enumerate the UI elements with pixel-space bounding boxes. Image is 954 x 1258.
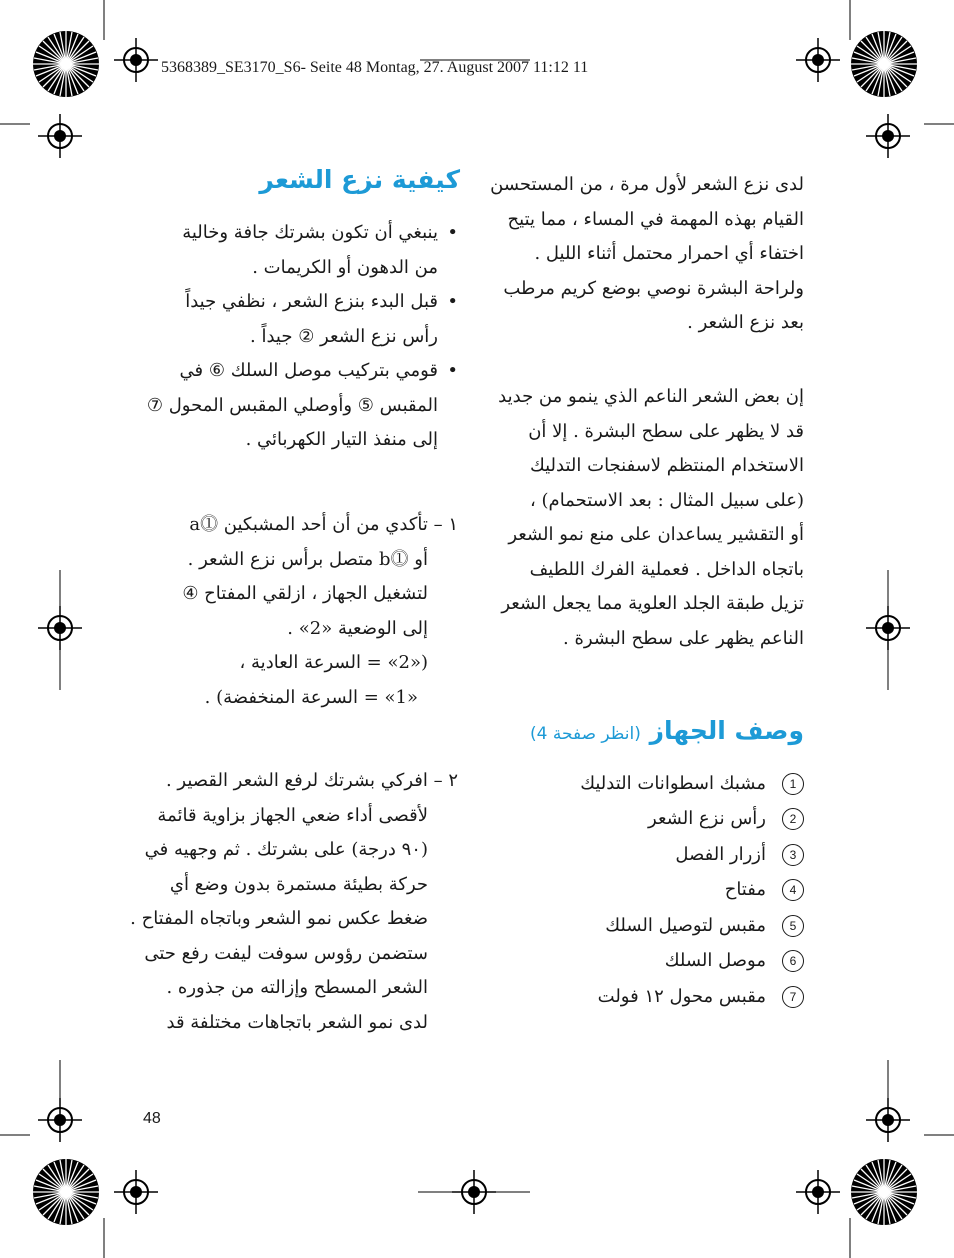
text-line: ١ – تأكدي من أن أحد المشبكين ⓵a (189, 514, 458, 535)
text-line: باتجاه الداخل . فعملية الفرك اللطيف (529, 558, 804, 580)
text-line: (على سبيل المثال : بعد الاستحمام) ، (530, 489, 804, 511)
description-title (530, 716, 804, 745)
text-line: ينبغي أن تكون بشرتك جافة وخالية (182, 222, 438, 243)
text-line: حركة بطيئة مستمرة بدون وضع أي (169, 873, 428, 895)
part-number: 4 (782, 879, 804, 901)
text-line: («2» = السرعة العادية ، (239, 652, 428, 673)
bullet-item (128, 216, 458, 285)
part-label: رأس نزع الشعر (648, 808, 766, 829)
part-number: 6 (782, 950, 804, 972)
list-item (544, 944, 804, 980)
part-label: مشبك اسطوانات التدليك (580, 772, 766, 794)
list-item (544, 802, 804, 838)
part-label: أزرار الفصل (675, 843, 766, 865)
text-line: لتشغيل الجهاز ، ازلقي المفتاح ④ (182, 583, 428, 604)
parts-list (544, 766, 804, 1015)
text-line: ولراحة البشرة نوصي بوضع كريم مرطب (503, 277, 804, 299)
list-item (544, 837, 804, 873)
text-line: لأقصى أداء ضعي الجهاز بزاوية قائمة (157, 804, 428, 826)
print-header: 5368389_SE3170_S6- Seite 48 Montag, 27. August 2007 11:12 11 (161, 59, 589, 76)
part-label: مقبس لتوصيل السلك (605, 914, 766, 936)
text-line: بعد نزع الشعر . (687, 312, 804, 333)
text-line: لدى نزع الشعر لأول مرة ، من المستحسن (490, 174, 804, 195)
text-line: الشعر المسطح وإزالته من جذوره . (166, 977, 428, 998)
part-label: مقبس محول ١٢ فولت (597, 985, 766, 1007)
part-label: مفتاح (724, 879, 766, 900)
text-line: ٢ – افركي بشرتك لرفع الشعر القصير . (165, 770, 458, 791)
text-line: إلى الوضعية «2» . (287, 617, 428, 639)
description-title-text: وصف الجهاز (649, 716, 804, 745)
part-number: 7 (782, 986, 804, 1008)
bullet-dot: • (447, 222, 458, 243)
step-1 (138, 508, 458, 715)
part-number: 1 (782, 773, 804, 795)
text-line: إلى منفذ التيار الكهربائي . (245, 429, 438, 450)
prep-bullets (128, 216, 458, 458)
text-line: تزيل طبقة الجلد العلوية مما يجعل الشعر (501, 593, 804, 614)
text-line: قد لا يظهر على سطح البشرة . إلا أن (528, 420, 804, 442)
text-line: قومي بتركيب موصل السلك ⑥ في (179, 360, 438, 381)
intro-paragraph (484, 168, 804, 341)
page-number: 48 (143, 1110, 161, 1127)
part-label: موصل السلك (664, 950, 766, 971)
text-line: «1» = السرعة المنخفضة) . (204, 686, 418, 708)
part-number: 3 (782, 844, 804, 866)
text-line: لدى نمو الشعر باتجاهات مختلفة قد (166, 1011, 428, 1033)
text-line: (٩٠ درجة) على بشرتك . ثم وجهيه في (144, 839, 428, 860)
text-line: قبل البدء بنزع الشعر ، نظفي جيداً (185, 291, 438, 312)
step-2 (118, 764, 458, 1040)
list-item (544, 908, 804, 944)
text-line: من الدهون أو الكريمات . (252, 256, 438, 278)
text-line: أو التقشير يساعدان على منع نمو الشعر (508, 524, 804, 545)
description-title-ref: (انظر صفحة 4) (530, 724, 641, 744)
text-line: الاستخدام المنتظم لاسفنجات التدليك (529, 455, 804, 476)
bullet-item (128, 285, 458, 354)
ingrown-hair-paragraph (474, 380, 804, 656)
bullet-item (128, 354, 458, 458)
text-line: إن بعض الشعر الناعم الذي ينمو من جديد (498, 386, 804, 407)
text-line: اختفاء أي احمرار محتمل أثناء الليل . (534, 243, 804, 264)
part-number: 2 (782, 808, 804, 830)
text-line: أو ⓵b متصل برأس نزع الشعر . (187, 548, 428, 570)
right-column (484, 168, 804, 341)
text-line: ستضمن رؤوس سوفت ليفت رفع حتى (144, 942, 428, 964)
text-line: الناعم يظهر على سطح البشرة . (563, 627, 804, 649)
how-to-epilate-title: كيفية نزع الشعر (259, 165, 460, 194)
list-item (544, 873, 804, 909)
text-line: القيام بهذه المهمة في المساء ، مما يتيح (507, 208, 804, 230)
bullet-dot: • (447, 291, 458, 312)
text-line: المقبس ⑤ وأوصلي المقبس المحول ⑦ (146, 394, 438, 416)
text-line: رأس نزع الشعر ② جيداً . (250, 325, 438, 347)
text-line: ضغط عكس نمو الشعر وباتجاه المفتاح . (130, 908, 428, 929)
part-number: 5 (782, 915, 804, 937)
list-item (544, 979, 804, 1015)
bullet-dot: • (447, 360, 458, 381)
list-item (544, 766, 804, 802)
